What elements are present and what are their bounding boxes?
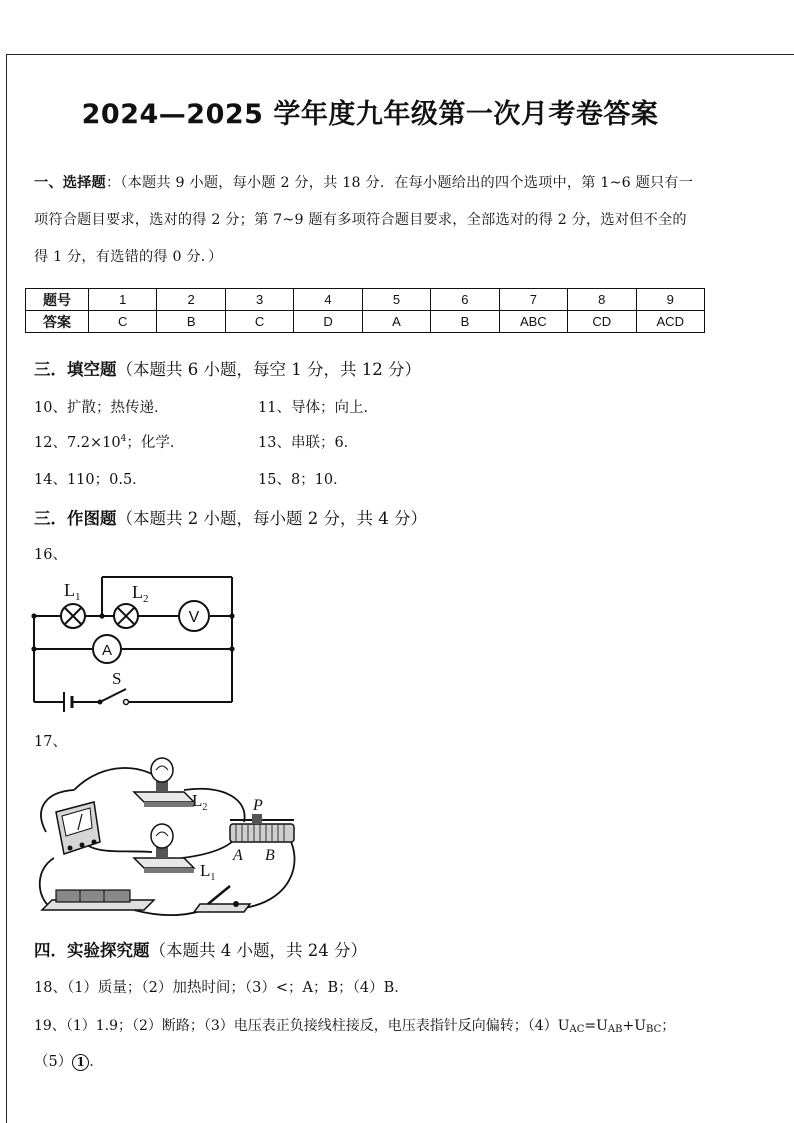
lamp-l1-board bbox=[134, 824, 194, 873]
section3-heading-line bbox=[34, 505, 427, 529]
question-number: 5 bbox=[362, 289, 430, 311]
answer-cell: C bbox=[225, 311, 293, 333]
rheostat-icon bbox=[230, 814, 294, 842]
section4-desc: （本题共 4 小题，共 24 分） bbox=[149, 941, 367, 960]
answer-header: 答案 bbox=[26, 311, 89, 333]
section2-desc: （本题共 6 小题，每空 1 分，共 12 分） bbox=[116, 360, 421, 379]
ammeter-label: A bbox=[101, 642, 113, 659]
answer-cell: B bbox=[157, 311, 225, 333]
section3-desc: （本题共 2 小题，每小题 2 分，共 4 分） bbox=[116, 509, 427, 528]
label-switch-s: S bbox=[112, 669, 122, 688]
voltmeter-device-icon bbox=[56, 802, 100, 854]
label-p: P bbox=[253, 797, 263, 814]
label-b: B bbox=[265, 847, 275, 864]
lamp-l1-icon bbox=[61, 604, 85, 628]
circled-number: 1 bbox=[72, 1054, 89, 1071]
voltmeter-label: V bbox=[188, 609, 200, 626]
label-l2: $L_2$ bbox=[192, 791, 208, 813]
battery-box-icon bbox=[42, 890, 154, 910]
question-number: 4 bbox=[294, 289, 362, 311]
question-number: 2 bbox=[157, 289, 225, 311]
knife-switch-icon bbox=[194, 886, 250, 912]
physical-circuit-q17 bbox=[34, 750, 306, 928]
answer-cell: ACD bbox=[636, 311, 705, 333]
section4-heading-line bbox=[34, 937, 367, 961]
answer-q15: 15、8；10． bbox=[258, 472, 348, 488]
answer-q11: 11、导体；向上． bbox=[258, 400, 378, 416]
section1-intro-line3: 得 1 分，有选错的得 0 分．） bbox=[34, 249, 223, 265]
answer-cell: A bbox=[362, 311, 430, 333]
section2-heading-line bbox=[34, 356, 421, 380]
answer-cell: ABC bbox=[499, 311, 567, 333]
answer-q14: 14、110；0.5． bbox=[34, 472, 147, 488]
section2-heading: 三．填空题 bbox=[34, 360, 117, 379]
label-l1: $L_1$ bbox=[64, 580, 81, 603]
answer-q19-line1: 19、（1）1.9；（2）断路；（3）电压表正负接线柱接反，电压表指针反向偏转；$(4)U_{AC}=U_{AB}+U_{BC}$； bbox=[34, 1018, 676, 1035]
label-l2: $L_2$ bbox=[132, 582, 149, 605]
label-a: A bbox=[233, 847, 243, 864]
section1-heading: 一、选择题 bbox=[34, 175, 106, 191]
section4-heading: 四．实验探究题 bbox=[34, 941, 150, 960]
question-number: 9 bbox=[636, 289, 705, 311]
question-number: 7 bbox=[499, 289, 567, 311]
answer-q13: 13、串联；6． bbox=[258, 435, 359, 451]
answer-q17-label: 17、 bbox=[34, 734, 67, 750]
lamp-l2-icon bbox=[114, 604, 138, 628]
answer-cell: C bbox=[89, 311, 157, 333]
switch-contact bbox=[124, 700, 129, 705]
question-number: 8 bbox=[568, 289, 636, 311]
answer-cell: B bbox=[431, 311, 499, 333]
section1-intro-line2: 项符合题目要求，选对的得 2 分；第 7~9 题有多项符合题目要求，全部选对的得 2 分，选对但不全的 bbox=[34, 212, 687, 228]
switch-pivot bbox=[98, 700, 103, 705]
section1-intro-line1: 一、选择题：（本题共 9 小题，每小题 2 分，共 18 分．在每小题给出的四个选项中，第 1~6 题只有一 bbox=[34, 175, 694, 191]
answer-q12: 12、$7.2\times 10^4$；化学． bbox=[34, 434, 185, 451]
answer-q10: 10、扩散；热传递． bbox=[34, 400, 169, 416]
question-number: 6 bbox=[431, 289, 499, 311]
answer-cell: CD bbox=[568, 311, 636, 333]
label-l1: $L_1$ bbox=[200, 861, 216, 883]
question-number-header: 题号 bbox=[26, 289, 89, 311]
answer-cell: D bbox=[294, 311, 362, 333]
lamp-l2-board bbox=[134, 758, 194, 807]
page-title: 2024—2025 学年度九年级第一次月考卷答案 bbox=[81, 99, 659, 130]
answer-table-answer-row bbox=[26, 311, 705, 333]
answer-q19-line2: （5） 1 ． bbox=[34, 1054, 104, 1070]
answer-table-question-row bbox=[26, 289, 705, 311]
question-number: 3 bbox=[225, 289, 293, 311]
question-number: 1 bbox=[89, 289, 157, 311]
section3-heading: 三．作图题 bbox=[34, 509, 117, 528]
answer-q16-label: 16、 bbox=[34, 547, 67, 563]
circuit-diagram-q16 bbox=[28, 570, 244, 712]
answer-table bbox=[25, 288, 705, 333]
answer-q18: 18、（1）质量；（2）加热时间；（3）<；A；B；（4）B． bbox=[34, 980, 409, 996]
